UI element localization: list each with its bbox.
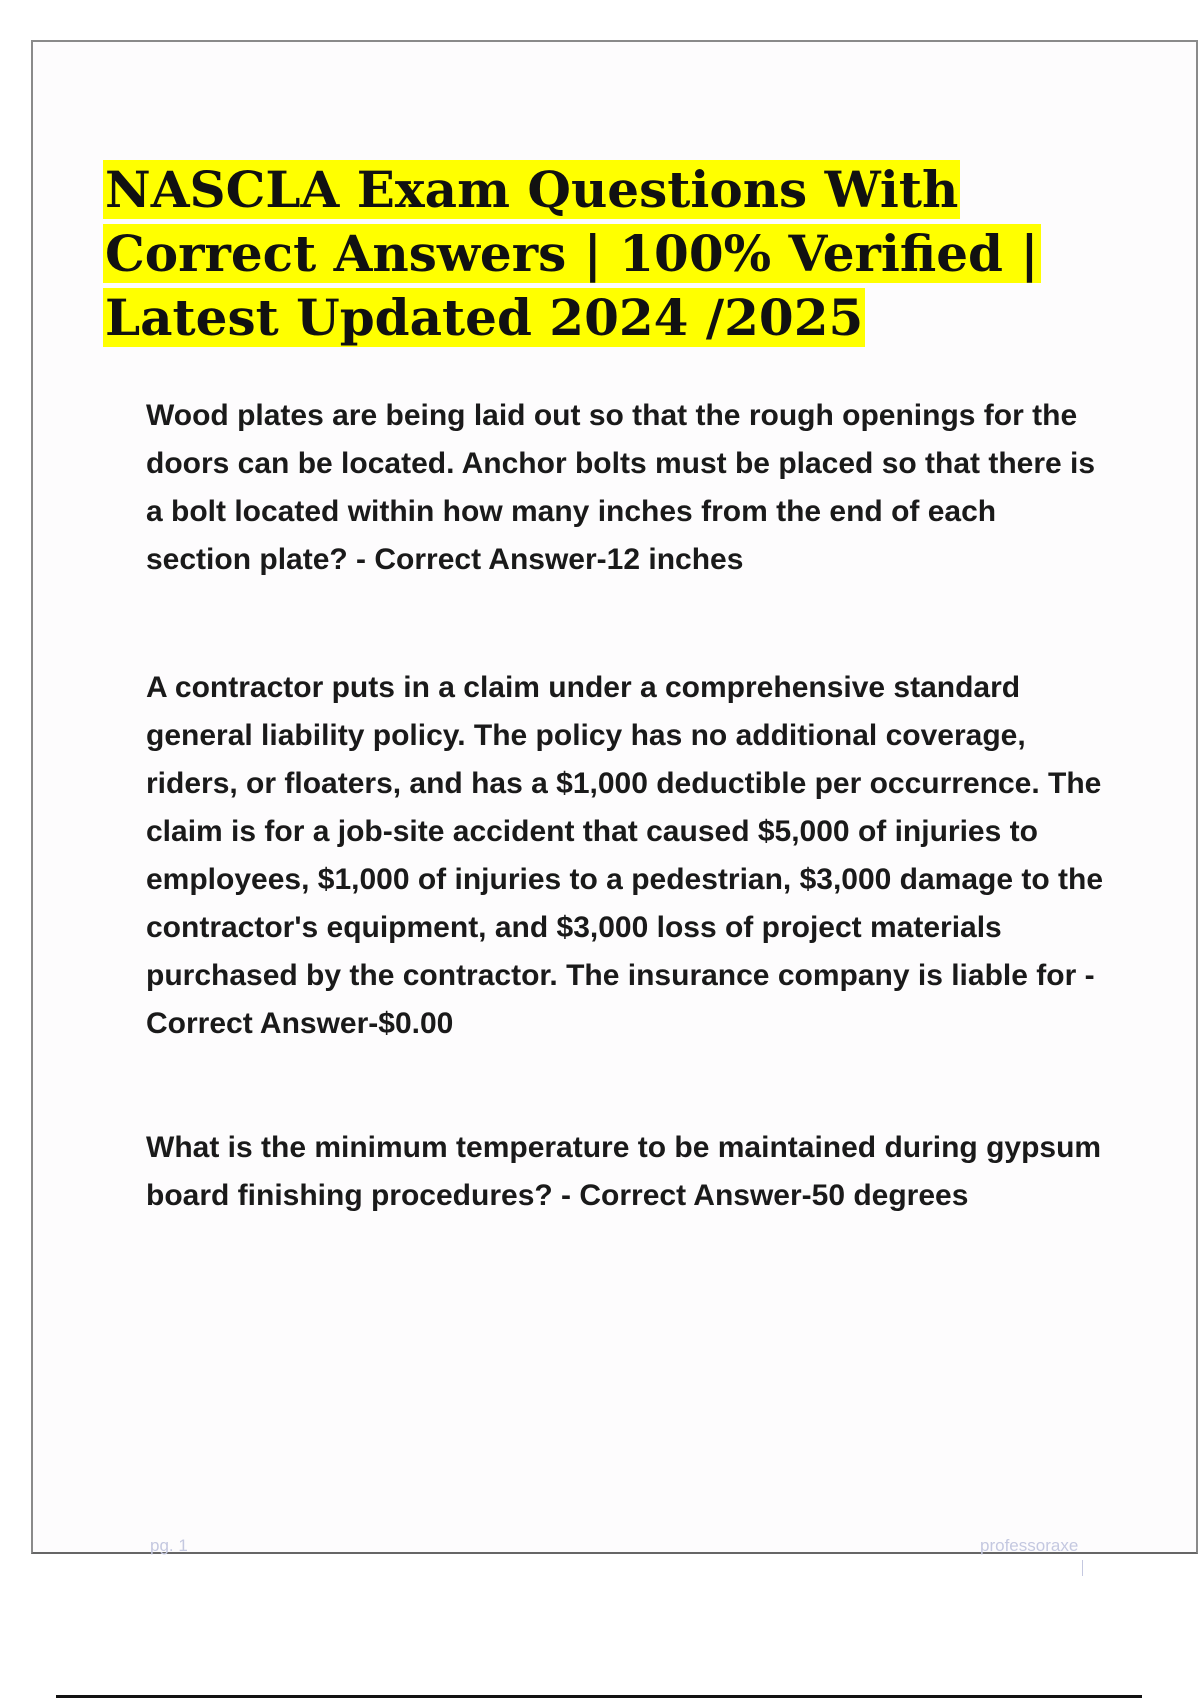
document-title [103, 158, 1123, 350]
question-2: A contractor puts in a claim under a comprehensive standard general liability policy. The policy has no additional coverage, riders, or floaters, and has a $1,000 deductible per occurrence. The claim is for a job-site accident that caused $5,000 of injuries to employees, $1,000 of injuries to a pedestrian, $3,000 damage to the contractor's equipment, and $3,000 loss of project materials purchased by the contractor. The insurance company is liable for - Correct Answer-$0.00 [146, 671, 1104, 1040]
title-highlight: NASCLA Exam Questions With Correct Answers | 100% Verified | Latest Updated 2024 /2025 [105, 160, 1039, 347]
page-number: pg. 1 [150, 1536, 188, 1555]
question-3: What is the minimum temperature to be maintained during gypsum board finishing procedures? - Correct Answer-50 degrees [146, 1131, 1102, 1212]
question-1: Wood plates are being laid out so that the rough openings for the doors can be located. Anchor bolts must be placed so that there is a bolt located within how many inches from the end of each section plate? - Correct Answer-12 inches [146, 399, 1096, 576]
footer-tick-divider [1082, 1560, 1083, 1576]
footer-watermark: professoraxe [980, 1536, 1079, 1555]
bottom-divider [56, 1695, 1142, 1698]
